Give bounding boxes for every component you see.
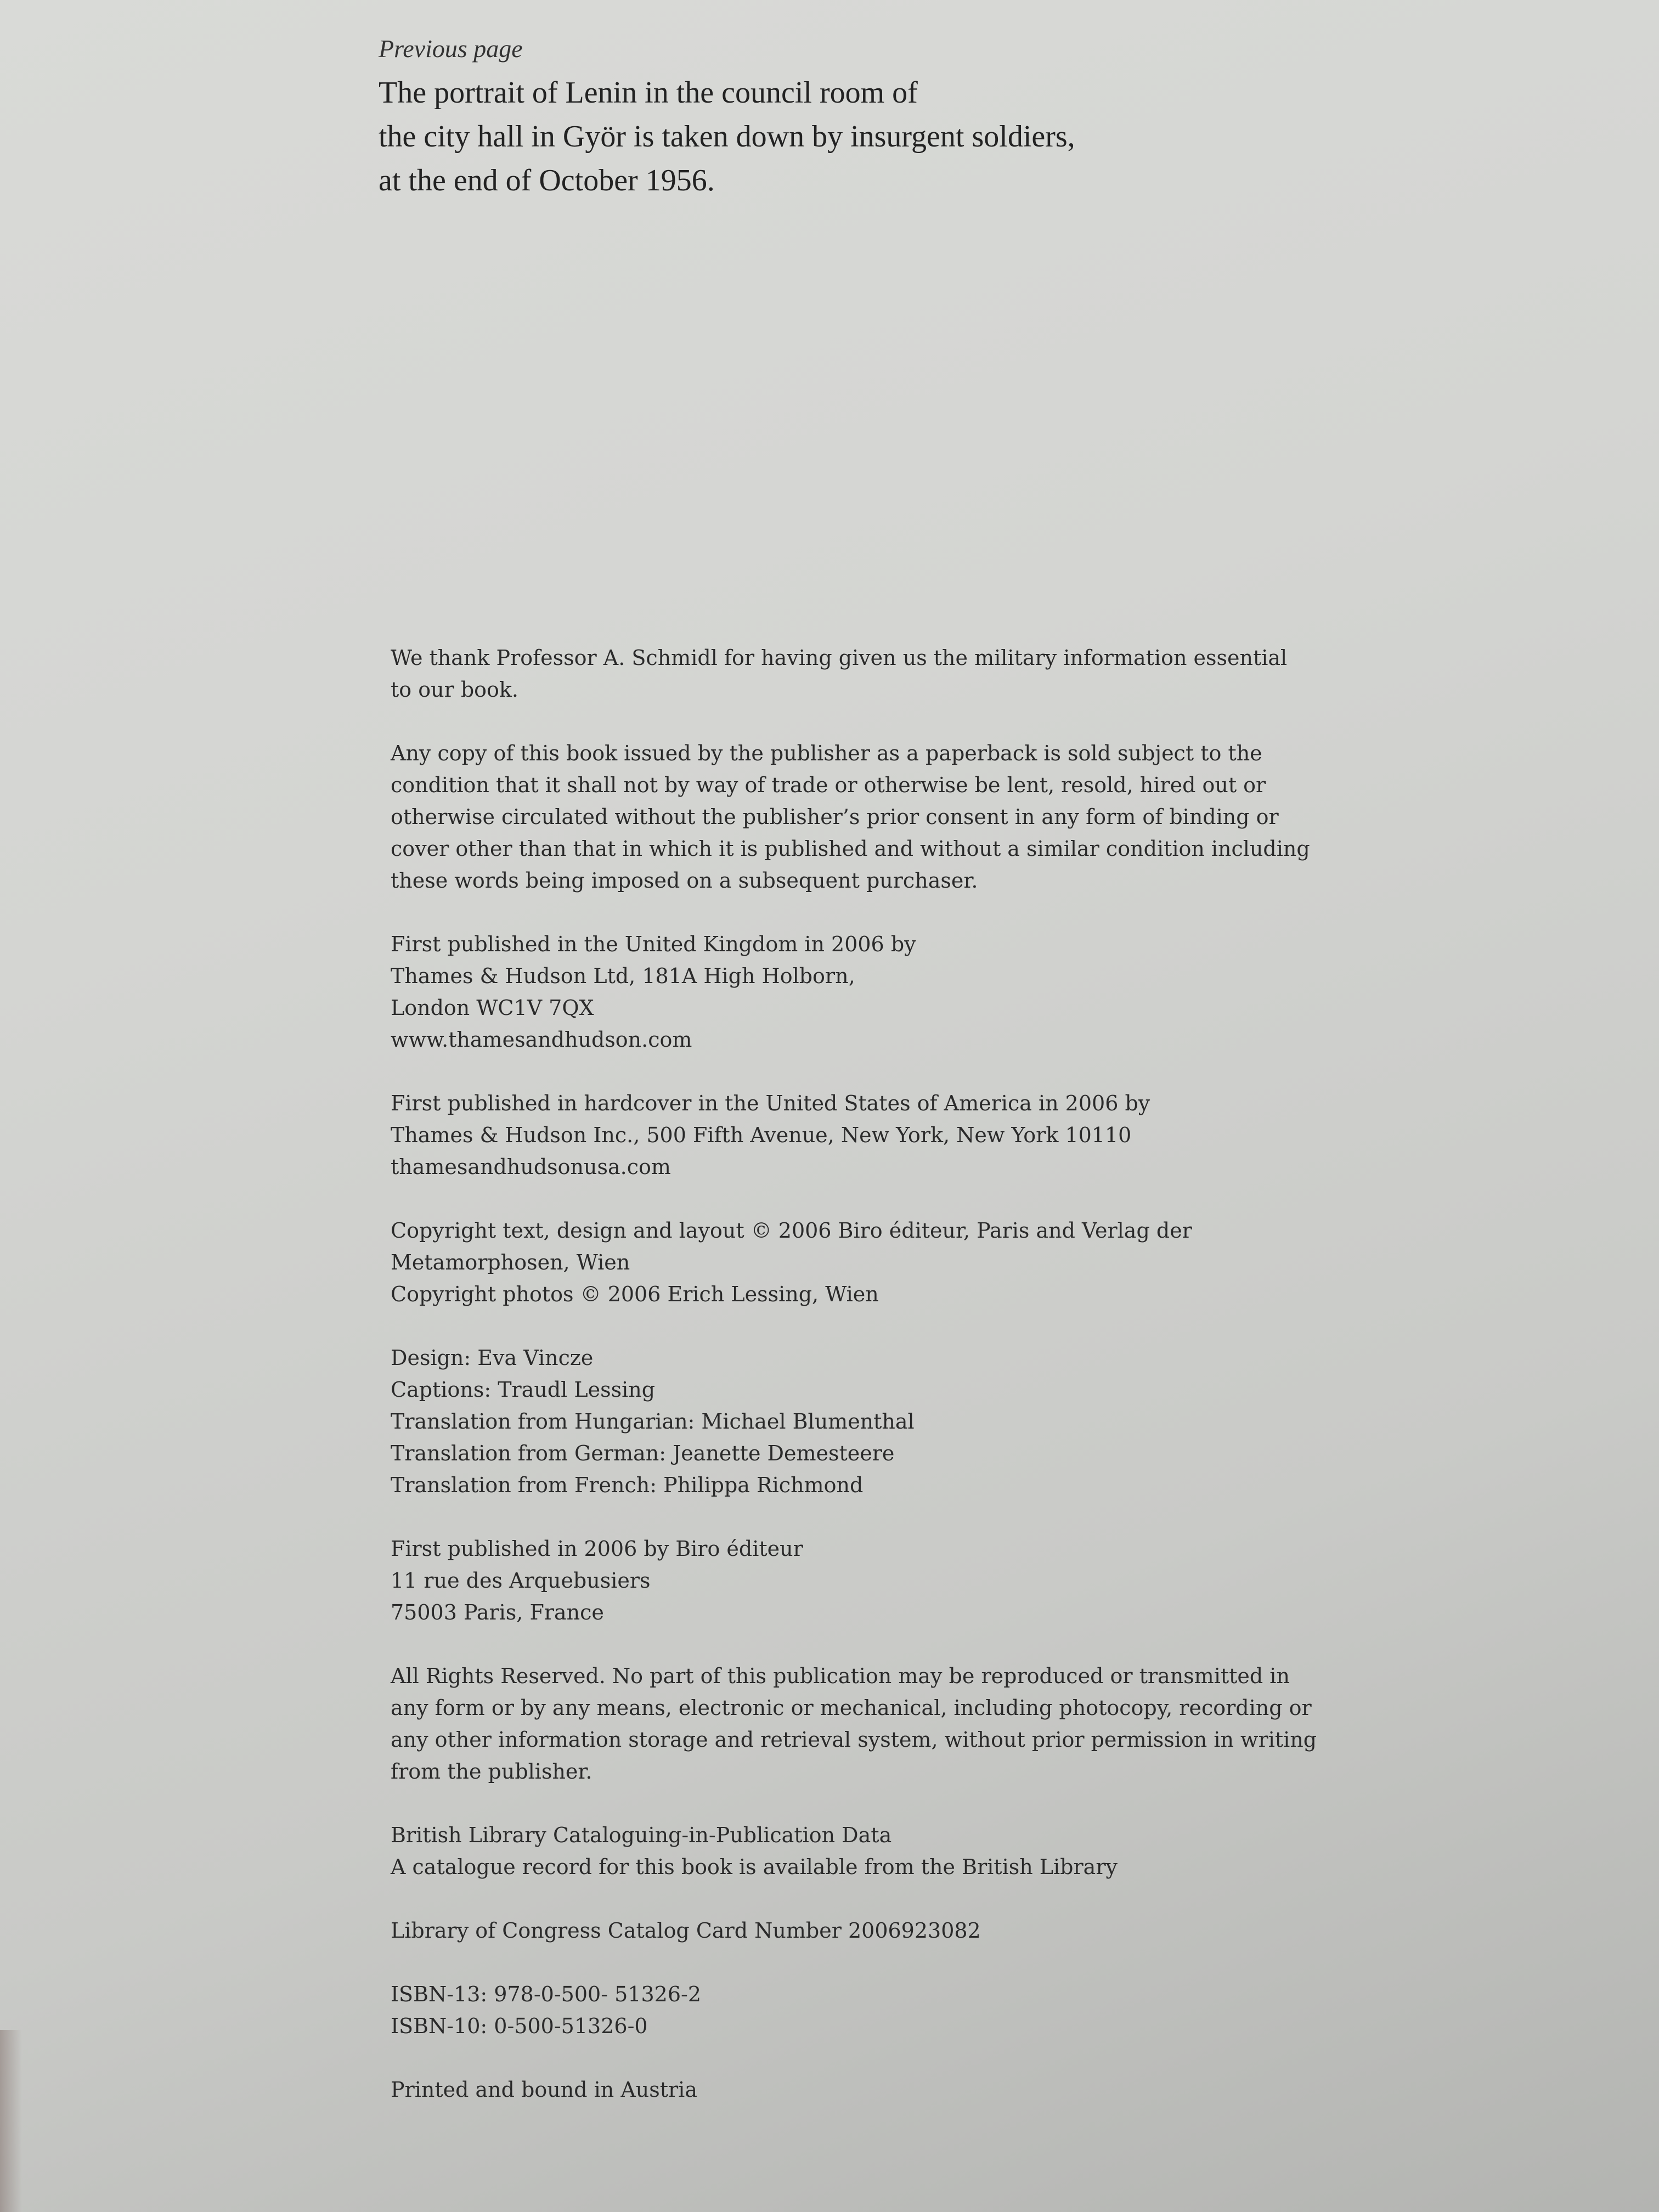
text-line: First published in hardcover in the United States of America in 2006 by <box>391 1091 1150 1115</box>
text-line: from the publisher. <box>391 1759 592 1784</box>
caption-line: the city hall in Györ is taken down by insurgent soldiers, <box>379 120 1075 154</box>
caption-line: The portrait of Lenin in the council room of <box>379 76 918 110</box>
caption-line: at the end of October 1956. <box>379 163 715 198</box>
text-line: any form or by any means, electronic or mechanical, including photocopy, recording or <box>391 1696 1312 1720</box>
text-line: cover other than that in which it is published and without a similar condition including <box>391 837 1310 861</box>
text-line: 75003 Paris, France <box>391 1600 604 1624</box>
us-publisher-paragraph <box>391 1087 1323 1183</box>
text-line: condition that it shall not by way of trade or otherwise be lent, resold, hired out or <box>391 773 1266 797</box>
isbn-13: ISBN-13: 978-0-500- 51326-2 <box>391 1982 702 2006</box>
text-line: British Library Cataloguing-in-Publication Data <box>391 1823 892 1847</box>
text-line: Thames & Hudson Inc., 500 Fifth Avenue, New York, New York 10110 <box>391 1123 1132 1147</box>
caption-label: Previous page <box>379 35 523 63</box>
text-line: London WC1V 7QX <box>391 996 594 1020</box>
previous-page-caption <box>379 34 1147 202</box>
text-line: First published in 2006 by Biro éditeur <box>391 1537 803 1561</box>
text-line: otherwise circulated without the publisher’s prior consent in any form of binding or <box>391 805 1279 829</box>
copyright-imprint <box>391 642 1323 2137</box>
text-line: Translation from French: Philippa Richmond <box>391 1473 864 1497</box>
page-edge-shadow <box>0 2030 22 2212</box>
text-line: Library of Congress Catalog Card Number 2006923082 <box>391 1918 981 1943</box>
text-line: First published in the United Kingdom in 2006 by <box>391 932 916 956</box>
french-publisher-paragraph <box>391 1533 1323 1628</box>
printed-in-paragraph <box>391 2074 1323 2106</box>
library-of-congress-paragraph <box>391 1915 1323 1946</box>
british-library-paragraph <box>391 1819 1323 1883</box>
uk-publisher-paragraph <box>391 928 1323 1056</box>
isbn-paragraph <box>391 1978 1323 2042</box>
text-line: Copyright photos © 2006 Erich Lessing, Wien <box>391 1282 879 1306</box>
text-line: these words being imposed on a subsequent purchaser. <box>391 868 978 893</box>
isbn-10: ISBN-10: 0-500-51326-0 <box>391 2014 648 2038</box>
text-line: www.thamesandhudson.com <box>391 1028 692 1052</box>
text-line: Metamorphosen, Wien <box>391 1250 630 1274</box>
credits-paragraph <box>391 1342 1323 1501</box>
text-line: All Rights Reserved. No part of this publication may be reproduced or transmitted in <box>391 1664 1290 1688</box>
text-line: Copyright text, design and layout © 2006 Biro éditeur, Paris and Verlag der <box>391 1218 1192 1243</box>
text-line: 11 rue des Arquebusiers <box>391 1568 651 1593</box>
rights-reserved-paragraph <box>391 1660 1323 1787</box>
text-line: Thames & Hudson Ltd, 181A High Holborn, <box>391 964 855 988</box>
text-line: Translation from Hungarian: Michael Blumenthal <box>391 1409 915 1434</box>
acknowledgement-paragraph <box>391 642 1323 706</box>
text-line: thamesandhudsonusa.com <box>391 1155 671 1179</box>
copyright-paragraph <box>391 1215 1323 1310</box>
text-line: Any copy of this book issued by the publisher as a paperback is sold subject to the <box>391 741 1262 765</box>
text-line: We thank Professor A. Schmidl for having given us the military information essential <box>391 646 1288 670</box>
text-line: Design: Eva Vincze <box>391 1346 594 1370</box>
caption-text <box>379 71 1147 202</box>
text-line: Translation from German: Jeanette Demesteere <box>391 1441 895 1465</box>
text-line: Printed and bound in Austria <box>391 2078 697 2102</box>
text-line: A catalogue record for this book is available from the British Library <box>391 1855 1118 1879</box>
paperback-condition-paragraph <box>391 737 1323 896</box>
text-line: Captions: Traudl Lessing <box>391 1378 656 1402</box>
text-line: any other information storage and retrieval system, without prior permission in writing <box>391 1728 1317 1752</box>
text-line: to our book. <box>391 678 519 702</box>
